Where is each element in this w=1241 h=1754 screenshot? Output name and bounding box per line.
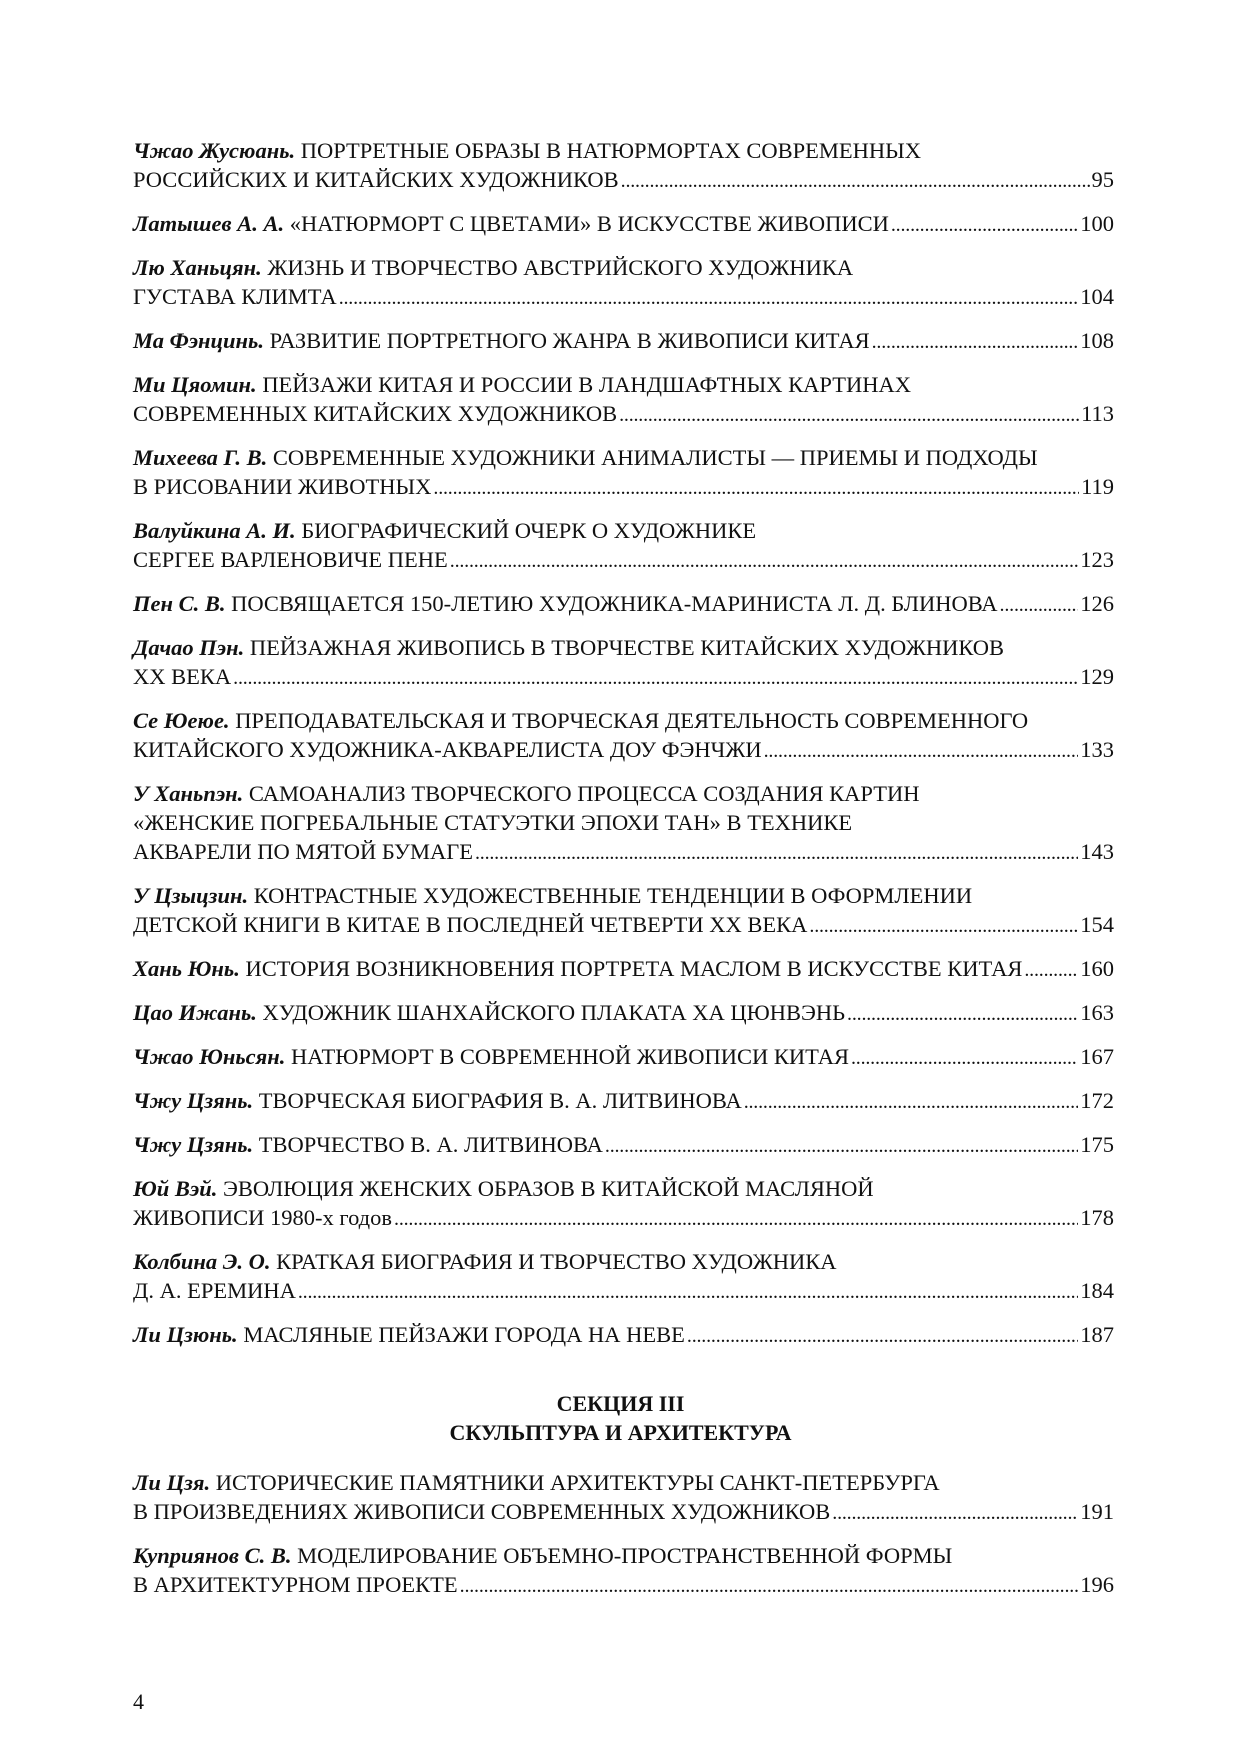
toc-page-number: 104 xyxy=(1080,284,1114,309)
toc-dot-leader xyxy=(619,399,1079,430)
section-number: СЕКЦИЯ III xyxy=(556,1391,685,1416)
toc-page-number: 133 xyxy=(1080,737,1114,762)
toc-dot-leader xyxy=(687,1320,1078,1351)
toc-page-number: 191 xyxy=(1080,1499,1114,1524)
toc-page-number: 167 xyxy=(1080,1044,1114,1069)
toc-dot-leader xyxy=(764,735,1079,766)
toc-entry-line xyxy=(133,1541,1114,1570)
toc-page-number: 178 xyxy=(1080,1205,1114,1230)
toc-dot-leader xyxy=(450,545,1078,576)
toc-dot-leader xyxy=(298,1276,1078,1307)
toc-dot-leader xyxy=(339,282,1079,313)
toc-title: МОДЕЛИРОВАНИЕ ОБЪЕМНО-ПРОСТРАНСТВЕННОЙ ФОРМЫ xyxy=(297,1543,953,1568)
toc-title: В АРХИТЕКТУРНОМ ПРОЕКТЕ xyxy=(133,1572,458,1597)
toc-entry xyxy=(133,1086,1114,1117)
table-of-contents-section-3 xyxy=(133,1468,1114,1614)
toc-entry-line xyxy=(133,1042,1114,1073)
toc-entry-line xyxy=(133,1203,1114,1234)
toc-title: ДЕТСКОЙ КНИГИ В КИТАЕ В ПОСЛЕДНЕЙ ЧЕТВЕРТИ XX ВЕКА xyxy=(133,912,808,937)
toc-page-number: 184 xyxy=(1080,1278,1114,1303)
page-number: 4 xyxy=(133,1689,144,1714)
toc-entry-line xyxy=(133,910,1114,941)
toc-entry xyxy=(133,779,1114,868)
toc-entry-line xyxy=(133,706,1114,735)
toc-page-number: 95 xyxy=(1091,167,1114,192)
toc-author: Се Юеюе. xyxy=(133,708,230,733)
toc-page-number: 100 xyxy=(1080,211,1114,236)
toc-entry-line xyxy=(133,779,1114,808)
toc-entry-line xyxy=(133,1276,1114,1307)
toc-title: ИСТОРИЯ ВОЗНИКНОВЕНИЯ ПОРТРЕТА МАСЛОМ В ИСКУССТВЕ КИТАЯ xyxy=(245,956,1023,981)
toc-author: Хань Юнь. xyxy=(133,956,240,981)
toc-entry xyxy=(133,589,1114,620)
toc-entry-line xyxy=(133,954,1114,985)
toc-dot-leader xyxy=(394,1203,1078,1234)
toc-author: Юй Вэй. xyxy=(133,1176,218,1201)
toc-dot-leader xyxy=(460,1570,1079,1601)
toc-title: ЖИВОПИСИ 1980-х годов xyxy=(133,1205,393,1230)
toc-page-number: 143 xyxy=(1080,839,1114,864)
toc-entry-line xyxy=(133,1086,1114,1117)
toc-entry xyxy=(133,1042,1114,1073)
toc-title: БИОГРАФИЧЕСКИЙ ОЧЕРК О ХУДОЖНИКЕ xyxy=(301,518,757,543)
toc-entry xyxy=(133,516,1114,576)
toc-entry-line xyxy=(133,209,1114,240)
toc-entry xyxy=(133,136,1114,196)
toc-page-number: 154 xyxy=(1080,912,1114,937)
toc-author: Валуйкина А. И. xyxy=(133,518,296,543)
toc-entry-line xyxy=(133,472,1114,503)
toc-author: У Ханьпэн. xyxy=(133,781,244,806)
toc-author: Ми Цяомин. xyxy=(133,372,257,397)
section-heading xyxy=(0,1389,1241,1447)
toc-entry xyxy=(133,633,1114,693)
toc-author: Чжу Цзянь. xyxy=(133,1088,254,1113)
toc-page-number: 126 xyxy=(1080,591,1114,616)
toc-title: Д. А. ЕРЕМИНА xyxy=(133,1278,296,1303)
toc-entry-line xyxy=(133,633,1114,662)
toc-title: МАСЛЯНЫЕ ПЕЙЗАЖИ ГОРОДА НА НЕВЕ xyxy=(243,1322,685,1347)
toc-title: ЭВОЛЮЦИЯ ЖЕНСКИХ ОБРАЗОВ В КИТАЙСКОЙ МАСЛЯНОЙ xyxy=(223,1176,874,1201)
toc-entry xyxy=(133,326,1114,357)
toc-dot-leader xyxy=(475,837,1078,868)
toc-title: ПЕЙЗАЖНАЯ ЖИВОПИСЬ В ТВОРЧЕСТВЕ КИТАЙСКИХ ХУДОЖНИКОВ xyxy=(249,635,1005,660)
toc-dot-leader xyxy=(872,326,1079,357)
toc-entry xyxy=(133,1320,1114,1351)
toc-dot-leader xyxy=(233,662,1078,693)
toc-dot-leader xyxy=(1000,589,1079,620)
toc-title: КРАТКАЯ БИОГРАФИЯ И ТВОРЧЕСТВО ХУДОЖНИКА xyxy=(276,1249,837,1274)
toc-entry-line xyxy=(133,735,1114,766)
toc-entry-line xyxy=(133,253,1114,282)
toc-entry-line xyxy=(133,837,1114,868)
toc-dot-leader xyxy=(1024,954,1078,985)
toc-title: АКВАРЕЛИ ПО МЯТОЙ БУМАГЕ xyxy=(133,839,473,864)
toc-dot-leader xyxy=(809,910,1078,941)
toc-author: Латышев А. А. xyxy=(133,211,285,236)
toc-entry xyxy=(133,1247,1114,1307)
toc-dot-leader xyxy=(832,1497,1078,1528)
toc-page-number: 163 xyxy=(1080,1000,1114,1025)
toc-entry-line xyxy=(133,282,1114,313)
toc-title: ПОСВЯЩАЕТСЯ 150-ЛЕТИЮ ХУДОЖНИКА-МАРИНИСТА Л. Д. БЛИНОВА xyxy=(231,591,998,616)
toc-entry xyxy=(133,209,1114,240)
toc-author: Чжу Цзянь. xyxy=(133,1132,254,1157)
toc-entry-line xyxy=(133,808,1114,837)
toc-page-number: 175 xyxy=(1080,1132,1114,1157)
toc-author: У Цзыцзин. xyxy=(133,883,249,908)
toc-author: Чжао Жусюань. xyxy=(133,138,296,163)
toc-entry-line xyxy=(133,370,1114,399)
toc-title: ГУСТАВА КЛИМТА xyxy=(133,284,337,309)
toc-entry xyxy=(133,370,1114,430)
toc-title: КОНТРАСТНЫЕ ХУДОЖЕСТВЕННЫЕ ТЕНДЕНЦИИ В ОФОРМЛЕНИИ xyxy=(253,883,973,908)
toc-dot-leader xyxy=(744,1086,1079,1117)
toc-entry-line xyxy=(133,881,1114,910)
toc-dot-leader xyxy=(621,165,1090,196)
toc-author: Ли Цзя. xyxy=(133,1470,211,1495)
toc-entry-line xyxy=(133,136,1114,165)
toc-title: XX ВЕКА xyxy=(133,664,232,689)
toc-page-number: 113 xyxy=(1081,401,1114,426)
toc-author: Чжао Юньсян. xyxy=(133,1044,286,1069)
toc-entry-line xyxy=(133,589,1114,620)
toc-entry-line xyxy=(133,662,1114,693)
toc-entry-line xyxy=(133,1130,1114,1161)
toc-title: ПРЕПОДАВАТЕЛЬСКАЯ И ТВОРЧЕСКАЯ ДЕЯТЕЛЬНОСТЬ СОВРЕМЕННОГО xyxy=(235,708,1029,733)
toc-page-number: 119 xyxy=(1081,474,1114,499)
toc-entry-line xyxy=(133,1320,1114,1351)
toc-page-number: 160 xyxy=(1080,956,1114,981)
toc-author: Ма Фэнцинь. xyxy=(133,328,264,353)
toc-author: Куприянов С. В. xyxy=(133,1543,292,1568)
toc-author: Михеева Г. В. xyxy=(133,445,268,470)
table-of-contents xyxy=(133,136,1114,1364)
toc-entry-line xyxy=(133,1497,1114,1528)
toc-entry-line xyxy=(133,1247,1114,1276)
toc-dot-leader xyxy=(433,472,1079,503)
toc-entry xyxy=(133,998,1114,1029)
toc-title: РОССИЙСКИХ И КИТАЙСКИХ ХУДОЖНИКОВ xyxy=(133,167,619,192)
toc-page-number: 123 xyxy=(1080,547,1114,572)
toc-title: ХУДОЖНИК ШАНХАЙСКОГО ПЛАКАТА ХА ЦЮНВЭНЬ xyxy=(262,1000,846,1025)
toc-entry xyxy=(133,1130,1114,1161)
toc-author: Лю Ханьцян. xyxy=(133,255,262,280)
toc-entry-line xyxy=(133,399,1114,430)
toc-title: ЖИЗНЬ И ТВОРЧЕСТВО АВСТРИЙСКОГО ХУДОЖНИКА xyxy=(267,255,854,280)
toc-author: Ли Цзюнь. xyxy=(133,1322,238,1347)
toc-title: КИТАЙСКОГО ХУДОЖНИКА-АКВАРЕЛИСТА ДОУ ФЭНЧЖИ xyxy=(133,737,762,762)
toc-title: СОВРЕМЕННЫХ КИТАЙСКИХ ХУДОЖНИКОВ xyxy=(133,401,618,426)
toc-entry-line xyxy=(133,545,1114,576)
toc-entry xyxy=(133,1174,1114,1234)
toc-title: В РИСОВАНИИ ЖИВОТНЫХ xyxy=(133,474,432,499)
toc-dot-leader xyxy=(847,998,1078,1029)
toc-dot-leader xyxy=(891,209,1078,240)
toc-entry-line xyxy=(133,1570,1114,1601)
toc-title: ПЕЙЗАЖИ КИТАЯ И РОССИИ В ЛАНДШАФТНЫХ КАРТИНАХ xyxy=(262,372,911,397)
toc-title: СЕРГЕЕ ВАРЛЕНОВИЧЕ ПЕНЕ xyxy=(133,547,448,572)
toc-author: Пен С. В. xyxy=(133,591,226,616)
toc-title: НАТЮРМОРТ В СОВРЕМЕННОЙ ЖИВОПИСИ КИТАЯ xyxy=(290,1044,849,1069)
toc-title: «ЖЕНСКИЕ ПОГРЕБАЛЬНЫЕ СТАТУЭТКИ ЭПОХИ ТАН» В ТЕХНИКЕ xyxy=(133,810,853,835)
toc-page-number: 196 xyxy=(1080,1572,1114,1597)
toc-title: СОВРЕМЕННЫЕ ХУДОЖНИКИ АНИМАЛИСТЫ — ПРИЕМЫ И ПОДХОДЫ xyxy=(272,445,1038,470)
toc-dot-leader xyxy=(851,1042,1078,1073)
toc-title: «НАТЮРМОРТ С ЦВЕТАМИ» В ИСКУССТВЕ ЖИВОПИСИ xyxy=(289,211,889,236)
toc-entry-line xyxy=(133,165,1114,196)
toc-entry xyxy=(133,1541,1114,1601)
toc-entry-line xyxy=(133,516,1114,545)
toc-author: Колбина Э. О. xyxy=(133,1249,271,1274)
toc-entry-line xyxy=(133,1468,1114,1497)
toc-entry-line xyxy=(133,1174,1114,1203)
toc-entry xyxy=(133,881,1114,941)
toc-entry xyxy=(133,954,1114,985)
toc-dot-leader xyxy=(605,1130,1078,1161)
toc-entry-line xyxy=(133,998,1114,1029)
toc-title: ПОРТРЕТНЫЕ ОБРАЗЫ В НАТЮРМОРТАХ СОВРЕМЕННЫХ xyxy=(300,138,921,163)
toc-author: Дачао Пэн. xyxy=(133,635,245,660)
toc-page-number: 108 xyxy=(1080,328,1114,353)
toc-entry-line xyxy=(133,443,1114,472)
toc-title: В ПРОИЗВЕДЕНИЯХ ЖИВОПИСИ СОВРЕМЕННЫХ ХУДОЖНИКОВ xyxy=(133,1499,831,1524)
toc-title: ТВОРЧЕСТВО В. А. ЛИТВИНОВА xyxy=(258,1132,603,1157)
toc-entry xyxy=(133,253,1114,313)
toc-title: ИСТОРИЧЕСКИЕ ПАМЯТНИКИ АРХИТЕКТУРЫ САНКТ-ПЕТЕРБУРГА xyxy=(215,1470,940,1495)
section-title: СКУЛЬПТУРА И АРХИТЕКТУРА xyxy=(449,1420,792,1445)
toc-entry-line xyxy=(133,326,1114,357)
toc-author: Цао Ижань. xyxy=(133,1000,257,1025)
toc-title: САМОАНАЛИЗ ТВОРЧЕСКОГО ПРОЦЕССА СОЗДАНИЯ КАРТИН xyxy=(248,781,920,806)
toc-entry xyxy=(133,1468,1114,1528)
toc-entry xyxy=(133,706,1114,766)
toc-page-number: 187 xyxy=(1080,1322,1114,1347)
toc-page-number: 129 xyxy=(1080,664,1114,689)
toc-title: РАЗВИТИЕ ПОРТРЕТНОГО ЖАНРА В ЖИВОПИСИ КИТАЯ xyxy=(269,328,870,353)
toc-title: ТВОРЧЕСКАЯ БИОГРАФИЯ В. А. ЛИТВИНОВА xyxy=(258,1088,742,1113)
toc-entry xyxy=(133,443,1114,503)
toc-page-number: 172 xyxy=(1080,1088,1114,1113)
